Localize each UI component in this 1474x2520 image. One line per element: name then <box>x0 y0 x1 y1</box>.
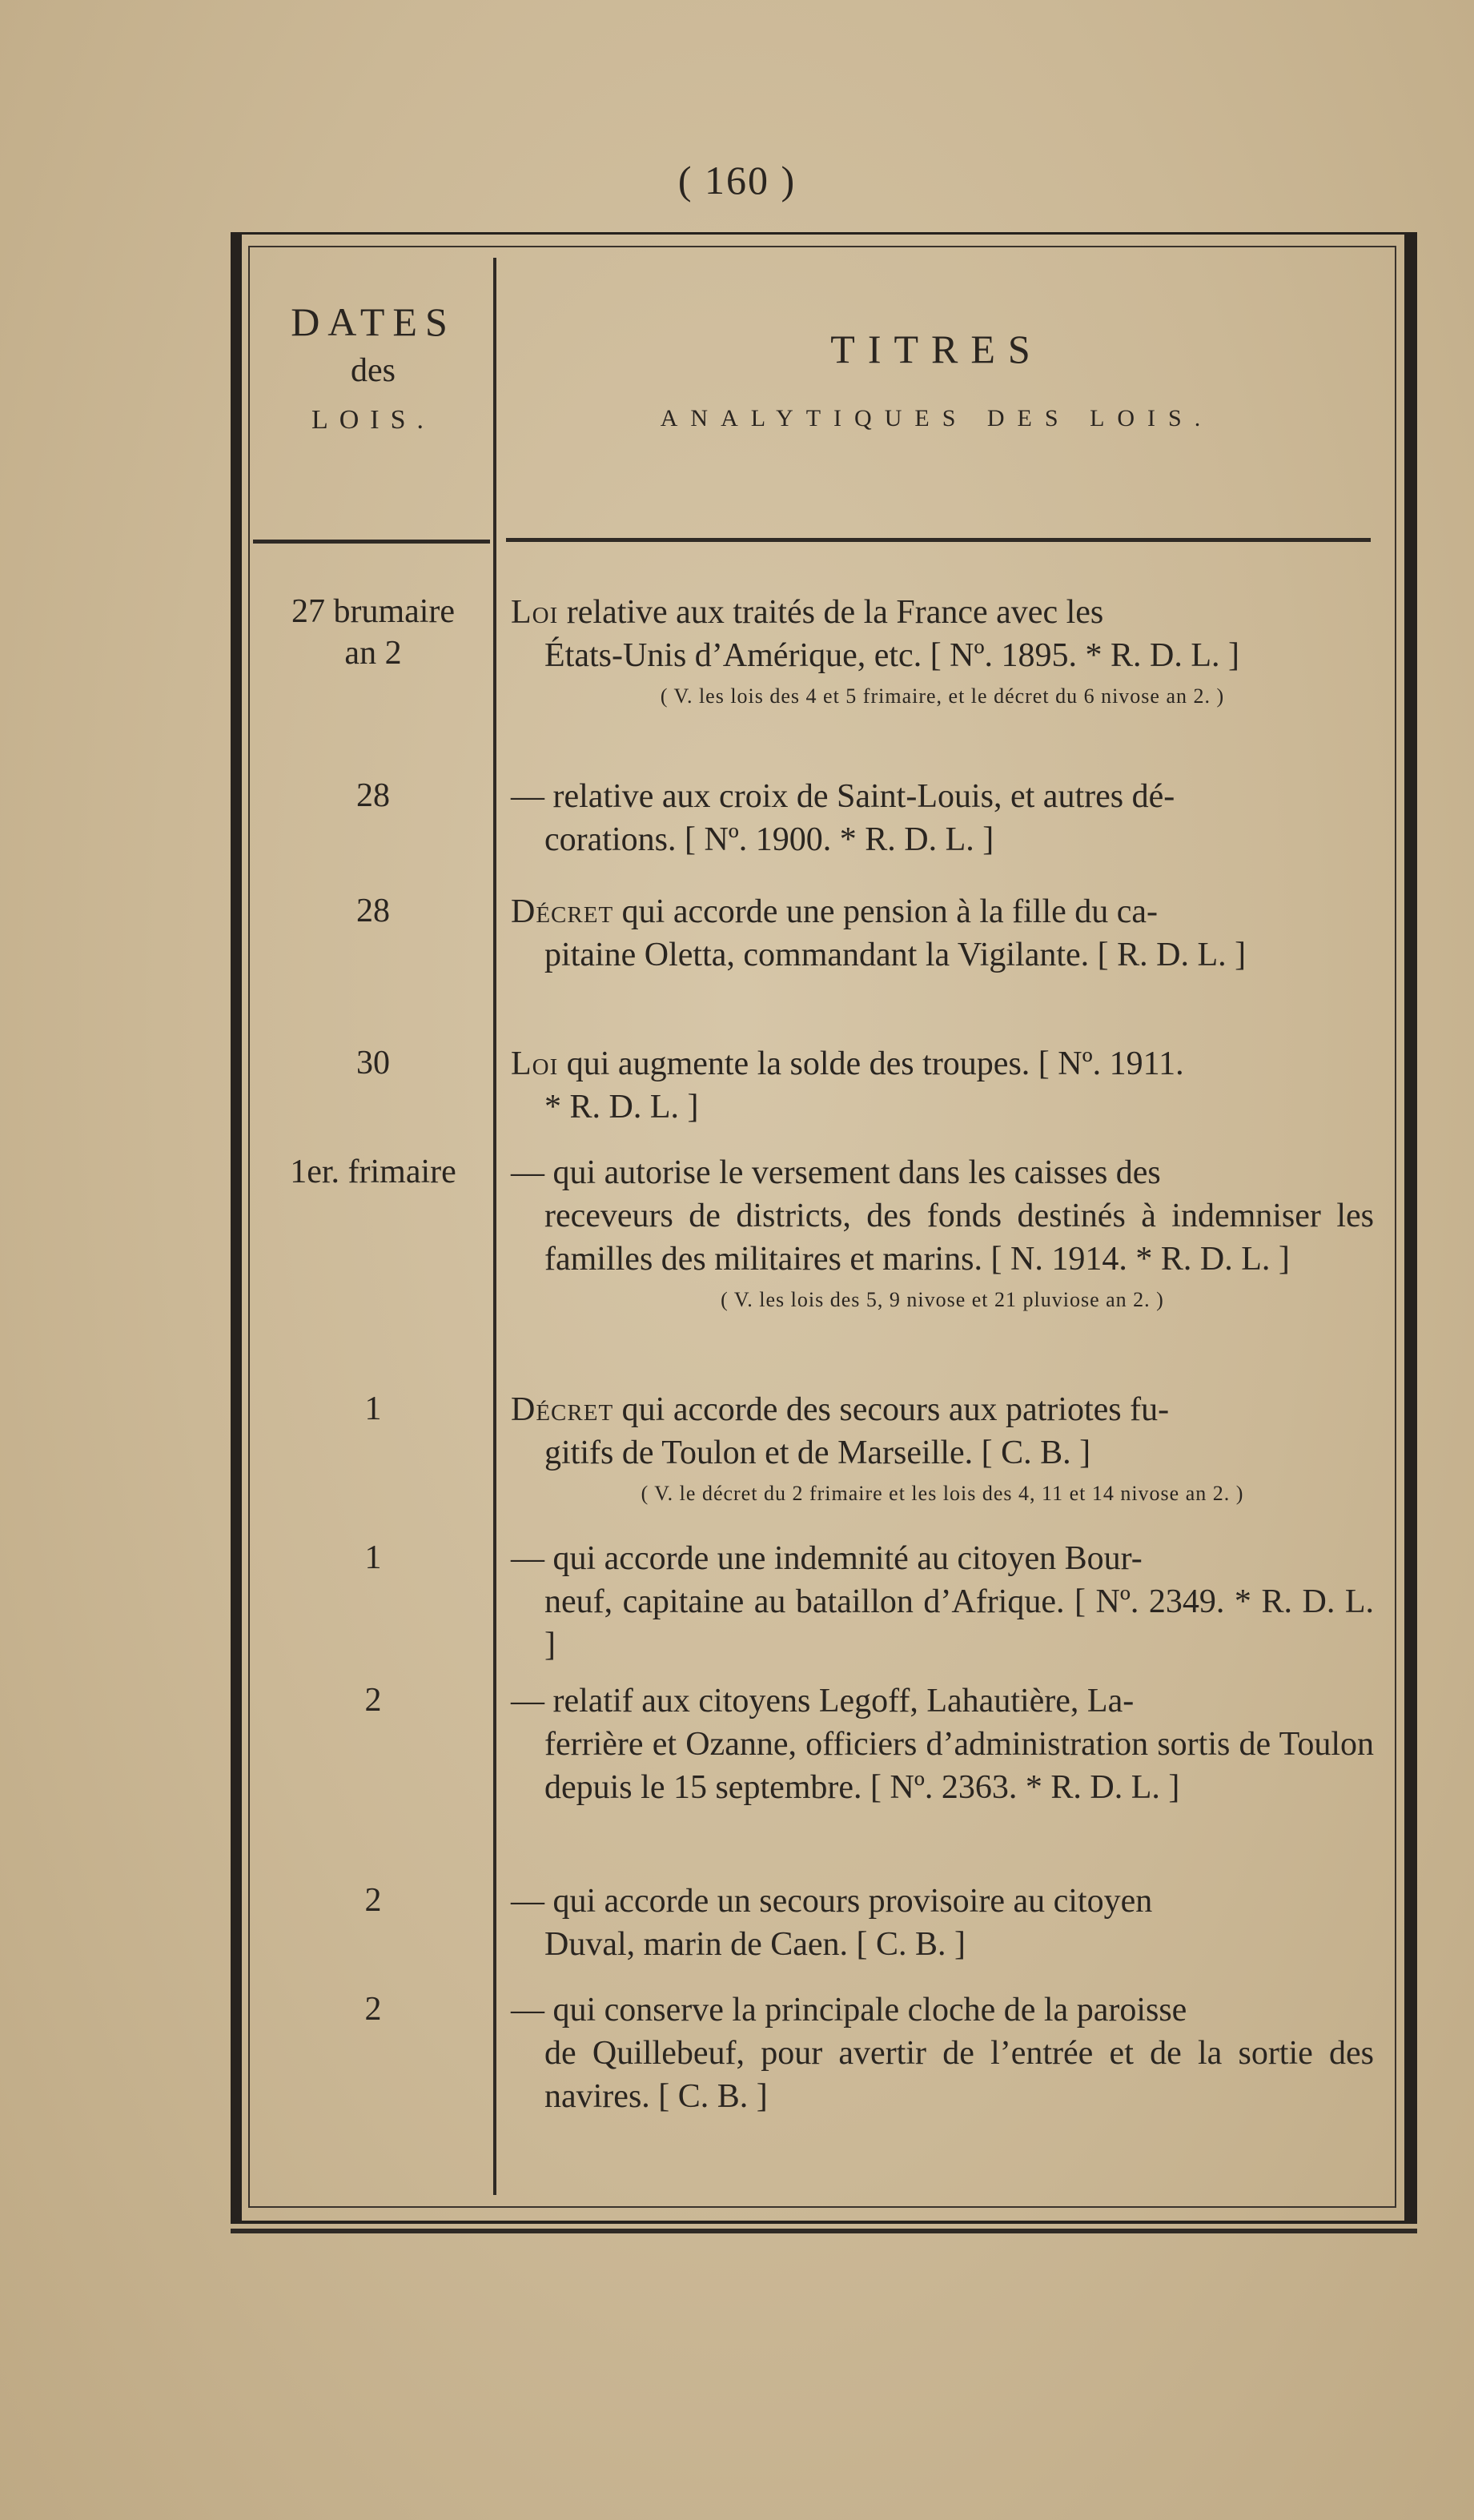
entry-date-main: 27 brumaire <box>291 593 456 630</box>
dates-column-header <box>256 298 490 445</box>
entry-title <box>511 1151 1374 1318</box>
entry-date <box>256 1679 490 1721</box>
entry-first-line: qui accorde une pension à la fille du ca- <box>613 893 1159 930</box>
entry-continuation: ferrière et Ozanne, officiers d’administration sortis de Toulon depuis le 15 septembre. [ Nº. 2363. * R. D. L. ] <box>544 1726 1374 1806</box>
entry-continuation: gitifs de Toulon et de Marseille. [ C. B. ] <box>544 1435 1091 1471</box>
table-bottom-rule <box>231 2229 1417 2233</box>
entry-lead-word: Décret <box>511 893 614 930</box>
entry-date <box>256 775 490 817</box>
entry-title <box>511 591 1374 714</box>
entry-date <box>256 1537 490 1579</box>
entry-lead-word: Loi <box>511 1045 559 1082</box>
entry-first-line: — qui accorde un secours provisoire au citoyen <box>511 1883 1153 1920</box>
entry-first-line: relative aux traités de la France avec les <box>558 594 1104 631</box>
titles-header-word: TITRES <box>830 327 1043 371</box>
entry-note: ( V. les lois des 4 et 5 frimaire, et le décret du 6 nivose an 2. ) <box>660 684 1225 708</box>
entry-title <box>511 1388 1374 1511</box>
entry-title <box>511 1537 1374 1667</box>
column-divider <box>493 258 496 2195</box>
entry-date <box>256 1042 490 1084</box>
entry-first-line: — qui conserve la principale cloche de la paroisse <box>511 1992 1187 2028</box>
dates-header-word: DATES <box>291 299 456 344</box>
entry-date <box>256 1388 490 1430</box>
entry-lead-word: Loi <box>511 594 559 631</box>
entry-date <box>256 890 490 932</box>
entry-first-line: qui augmente la solde des troupes. [ Nº. 1911. <box>558 1045 1184 1082</box>
entry-continuation: États-Unis d’Amérique, etc. [ Nº. 1895. * R. D. L. ] <box>544 637 1240 674</box>
entry-date <box>256 591 490 674</box>
entry-date <box>256 1151 490 1193</box>
entry-date-main: 2 <box>364 1882 382 1919</box>
entry-first-line: — relative aux croix de Saint-Louis, et autres dé- <box>511 778 1175 815</box>
entry-date <box>256 1988 490 2030</box>
entry-title <box>511 1988 1374 2118</box>
entry-date-main: 28 <box>356 777 390 814</box>
entry-note: ( V. le décret du 2 frimaire et les lois des 4, 11 et 14 nivose an 2. ) <box>641 1482 1244 1505</box>
entry-lead-word: Décret <box>511 1391 614 1428</box>
entry-first-line: — qui accorde une indemnité au citoyen Bour- <box>511 1540 1143 1577</box>
titles-column-header <box>504 325 1369 439</box>
entry-continuation: receveurs de districts, des fonds destinés à indemniser les familles des militaires et marins. [ N. 1914. * R. D. L. ] <box>544 1198 1374 1278</box>
dates-header-lois: LOIS. <box>311 405 436 435</box>
header-rule-dates <box>253 540 490 544</box>
entry-note: ( V. les lois des 5, 9 nivose et 21 pluviose an 2. ) <box>721 1288 1164 1311</box>
entry-date-main: 30 <box>356 1045 390 1081</box>
entry-continuation: * R. D. L. ] <box>544 1089 699 1126</box>
entry-continuation: pitaine Oletta, commandant la Vigilante. [ R. D. L. ] <box>544 937 1247 973</box>
entry-title <box>511 775 1374 861</box>
entry-continuation: Duval, marin de Caen. [ C. B. ] <box>544 1926 966 1963</box>
entry-date-main: 1 <box>364 1390 382 1427</box>
entry-date-main: 2 <box>364 1682 382 1719</box>
entry-title <box>511 1679 1374 1809</box>
entry-date-main: 1er. frimaire <box>290 1154 456 1190</box>
entry-date-main: 2 <box>364 1991 382 2028</box>
entry-first-line: — relatif aux citoyens Legoff, Lahautière, La- <box>511 1683 1135 1719</box>
entry-title <box>511 890 1374 977</box>
entry-date-main: 28 <box>356 893 390 929</box>
entry-date <box>256 1880 490 1921</box>
entry-first-line: qui accorde des secours aux patriotes fu- <box>613 1391 1170 1428</box>
entry-continuation: de Quillebeuf, pour avertir de l’entrée et de la sortie des navires. [ C. B. ] <box>544 2035 1374 2115</box>
entry-date-main: 1 <box>364 1539 382 1576</box>
entry-first-line: — qui autorise le versement dans les caisses des <box>511 1154 1161 1191</box>
header-rule-titles <box>506 538 1371 542</box>
page-number: ( 160 ) <box>677 158 797 203</box>
dates-header-des: des <box>351 352 396 389</box>
entry-continuation: neuf, capitaine au bataillon d’Afrique. [ Nº. 2349. * R. D. L. ] <box>544 1583 1374 1663</box>
entry-continuation: corations. [ Nº. 1900. * R. D. L. ] <box>544 821 994 858</box>
titles-header-sub: ANALYTIQUES DES LOIS. <box>660 405 1214 431</box>
entry-date-sub: an 2 <box>344 635 402 672</box>
entry-title <box>511 1042 1374 1129</box>
entry-title <box>511 1880 1374 1966</box>
